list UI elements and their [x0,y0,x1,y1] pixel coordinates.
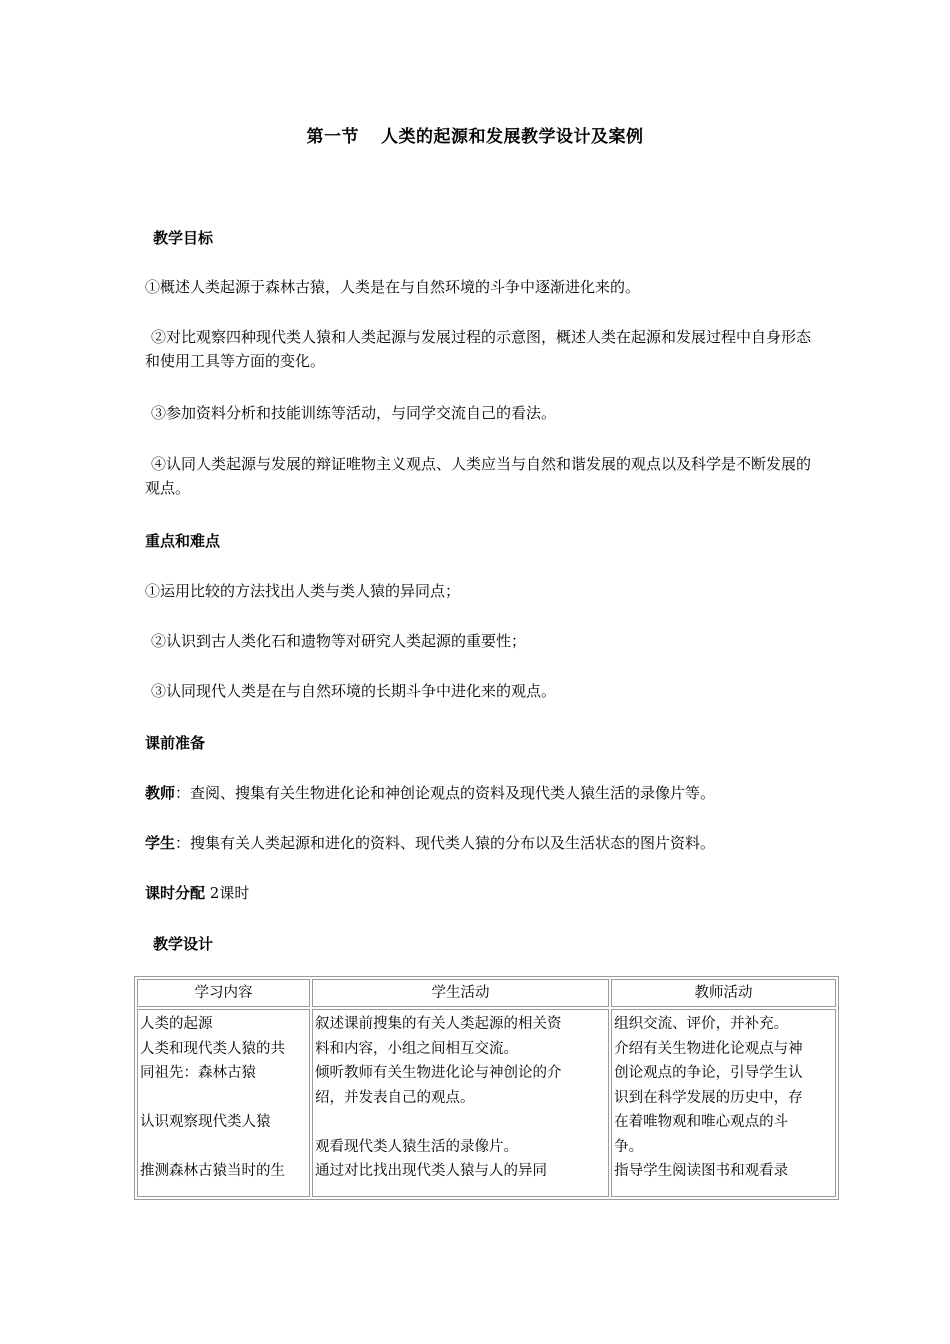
objective-item-2: ②对比观察四种现代类人猿和人类起源与发展过程的示意图，概述人类在起源和发展过程中自身形态和使用工具等方面的变化。 [145,328,812,370]
cell-student-activity [312,1009,609,1197]
schedule-line [145,881,249,905]
keypoint-item-3: ③认同现代人类是在与自然环境的长期斗争中进化来的观点。 [151,682,557,700]
keypoint-item-2: ②认识到古人类化石和遗物等对研究人类起源的重要性； [151,632,527,650]
table-row [137,1009,836,1197]
cell-line: 同祖先：森林古猿 [140,1065,256,1081]
schedule-label: 课时分配 [145,884,206,902]
cell-line: 识到在科学发展的历史中，存 [614,1089,803,1106]
cell-line: 创论观点的争论，引导学生认 [614,1065,803,1081]
schedule-value: 2课时 [209,884,250,902]
page-title [0,122,950,147]
cell-teacher-activity [611,1009,836,1197]
cell-line: 指导学生阅读图书和观看录 [614,1163,789,1179]
title-section-number: 第一节 [306,127,359,147]
header-student-activity: 学生活动 [312,979,609,1007]
keypoints-heading: 重点和难点 [145,532,221,550]
cell-line: 通过对比找出现代类人猿与人的异同 [314,1163,547,1179]
cell-line: 观看现代类人猿生活的录像片。 [314,1138,518,1155]
cell-learning-content [137,1009,310,1197]
objective-item-4: ④认同人类起源与发展的辩证唯物主义观点、人类应当与自然和谐发展的观点以及科学是不断发展的观点。 [145,455,812,497]
design-table [134,976,839,1200]
design-heading: 教学设计 [153,935,214,953]
prep-student [145,831,715,855]
header-teacher-activity: 教师活动 [611,979,836,1007]
prep-heading: 课前准备 [145,734,206,752]
title-text: 人类的起源和发展教学设计及案例 [381,127,644,147]
cell-line: 叙述课前搜集的有关人类起源的相关资 [314,1016,562,1032]
cell-line: 介绍有关生物进化论观点与神 [614,1040,803,1057]
cell-line: 组织交流、评价，并补充。 [614,1016,789,1032]
prep-student-label: 学生 [145,834,176,852]
cell-line [315,1110,606,1135]
cell-line [140,1135,307,1160]
objective-item-1: ①概述人类起源于森林古猿，人类是在与自然环境的斗争中逐渐进化来的。 [145,278,641,296]
cell-line [140,1086,307,1111]
design-table-header-row [137,979,836,1007]
objectives-heading: 教学目标 [153,229,214,247]
objective-item-3: ③参加资料分析和技能训练等活动，与同学交流自己的看法。 [151,404,557,422]
cell-line: 倾听教师有关生物进化论与神创论的介 [314,1065,562,1081]
prep-student-text: ：搜集有关人类起源和进化的资料、现代类人猿的分布以及生活状态的图片资料。 [175,834,716,852]
keypoint-item-1: ①运用比较的方法找出人类与类人猿的异同点； [145,582,461,600]
cell-line: 人类的起源 [140,1016,213,1032]
cell-line: 认识观察现代类人猿 [140,1114,271,1130]
cell-line: 争。 [614,1138,644,1155]
cell-line: 在着唯物观和唯心观点的斗 [614,1114,789,1130]
prep-teacher-text: ：查阅、搜集有关生物进化论和神创论观点的资料及现代类人猿生活的录像片等。 [175,784,716,802]
header-learning-content: 学习内容 [137,979,310,1007]
prep-teacher-label: 教师 [145,784,176,802]
cell-line: 人类和现代类人猿的共 [140,1040,285,1057]
prep-teacher [145,781,715,805]
cell-line: 推测森林古猿当时的生 [140,1163,285,1179]
cell-line: 绍，并发表自己的观点。 [314,1089,475,1106]
cell-line: 料和内容，小组之间相互交流。 [314,1040,518,1057]
